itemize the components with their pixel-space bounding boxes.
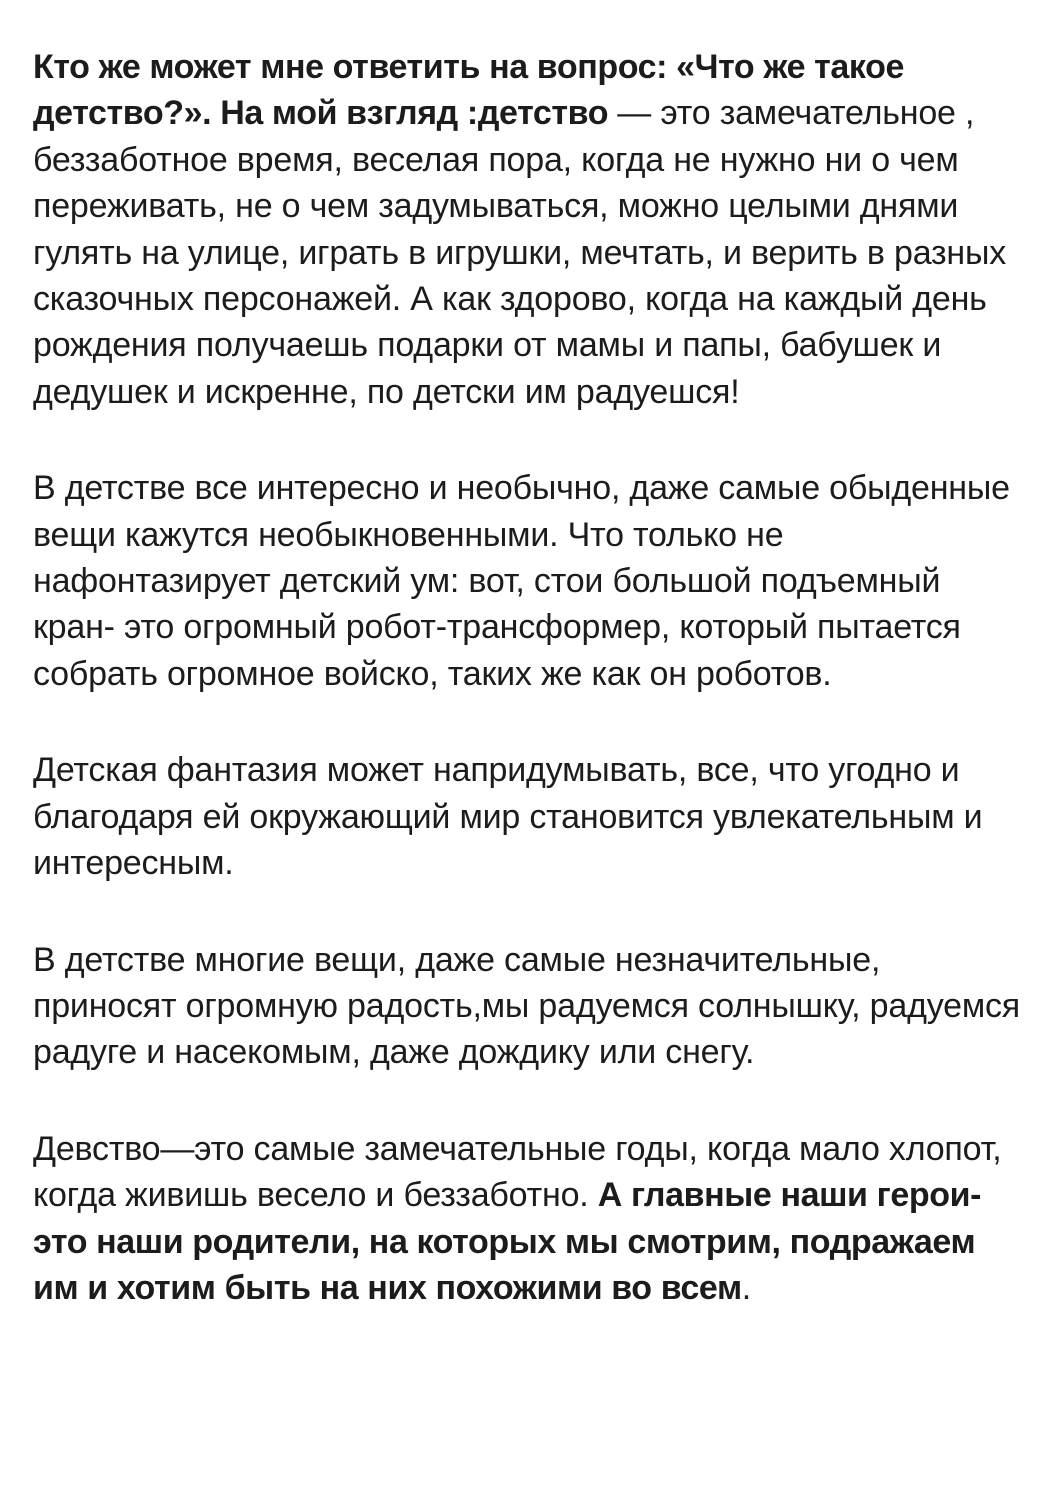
paragraph-4 xyxy=(33,937,1023,1076)
paragraph-5-text: Девство—это самые замечательные годы, когда мало хлопот, когда живишь весело и беззаботно. xyxy=(33,1129,1002,1215)
paragraph-1-bold: Кто же может мне ответить на вопрос: «Что же такое детство?». На мой взгляд :детство xyxy=(33,48,904,133)
paragraph-2-text: В детстве все интересно и необычно, даже самые обыденные вещи кажутся необыкновенными. Что только не нафонтазирует детский ум: вот, стои большой подъемный кран- это огромный робот-трансформер, который пытается собрать огромное войско, таких же как он роботов. xyxy=(33,469,1010,693)
paragraph-5 xyxy=(33,1126,1023,1312)
paragraph-1 xyxy=(33,44,1023,415)
paragraph-5-tail: . xyxy=(741,1268,751,1307)
paragraph-5-bold: А главные наши герои-это наши родители, на которых мы смотрим, подражаем им и хотим быть на них похожими во всем xyxy=(33,1176,982,1307)
article xyxy=(33,44,1023,1311)
paragraph-3 xyxy=(33,747,1023,886)
paragraph-2 xyxy=(33,465,1023,697)
paragraph-3-text: Детская фантазия может напридумывать, все, что угодно и благодаря ей окружающий мир становится увлекательным и интересным. xyxy=(33,751,983,883)
paragraph-4-text: В детстве многие вещи, даже самые незначительные, приносят огромную радость,мы радуемся солнышку, радуемся радуге и насекомым, даже дождику или снегу. xyxy=(33,940,1021,1072)
paragraph-1-text: — это замечательное , беззаботное время, веселая пора, когда не нужно ни о чем переживать, не о чем задумываться, можно целыми днями гулять на улице, играть в игрушки, мечтать, и верить в разных сказочных персонажей. А как здорово, когда на каждый день рождения получаешь подарки от мамы и папы, бабушек и дедушек и искренне, по детски им радуешся! xyxy=(33,94,1007,411)
